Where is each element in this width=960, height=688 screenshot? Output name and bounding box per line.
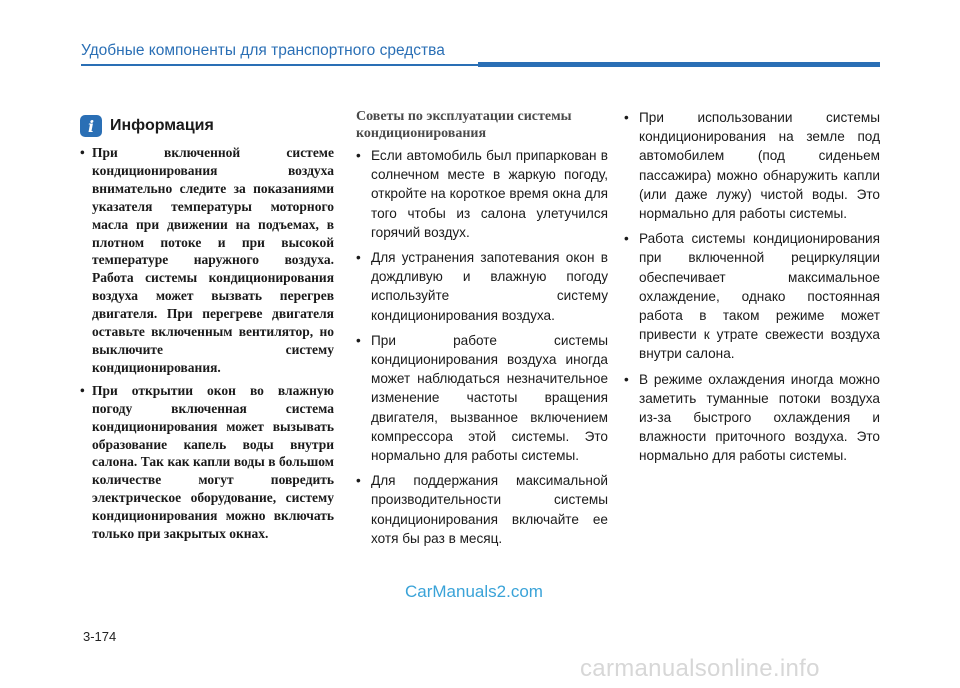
tip-item-text: Для устранения запотевания окон в дождливую и влажную погоду используйте систему кондиционирования воздуха. [371, 250, 608, 323]
bullet-icon [624, 370, 629, 389]
bullet-icon [80, 382, 85, 400]
info-heading [80, 114, 334, 138]
tip-item-text: Если автомобиль был припаркован в солнечном месте в жаркую погоду, откройте на короткое время окна для того чтобы из салона улетучился горячий воздух. [371, 148, 608, 240]
tips-column-continued [624, 108, 880, 472]
tip-item [624, 229, 880, 363]
info-title: Информация [110, 117, 214, 134]
bullet-icon [356, 331, 361, 350]
tip-item [356, 146, 608, 242]
tips-title: Советы по эксплуатации системы кондиционирования [356, 109, 572, 141]
bullet-icon [624, 229, 629, 248]
bullet-icon [624, 108, 629, 127]
tip-item [356, 471, 608, 548]
info-item [80, 144, 334, 377]
info-column [80, 114, 334, 548]
tips-column [356, 109, 608, 560]
header-rule-thin [81, 64, 478, 66]
tip-item-text: Для поддержания максимальной производительности системы кондиционирования включайте ее хотя бы раз в месяц. [371, 473, 608, 546]
header-rule-thick [478, 62, 880, 67]
bullet-icon [356, 248, 361, 267]
info-item-text: При включенной системе кондиционирования воздуха внимательно следите за показаниями указателя температуры моторного масла при движении на подъемах, в плотном потоке и при высокой температуре наружного воздуха. Работа системы кондиционирования воздуха может вызвать перегрев двигателя. При перегреве двигателя оставьте включенным вентилятор, но выключите систему кондиционирования. [92, 145, 334, 375]
watermark-bottom: carmanualsonline.info [580, 655, 820, 682]
info-item-text: При открытии окон во влажную погоду включенная система кондиционирования может вызывать образование капель воды внутри салона. Так как капли воды в большом количестве могут повредить электрическое оборудование, систему кондиционирования можно включать только при закрытых окнах. [92, 382, 334, 542]
tip-item-text: При работе системы кондиционирования воздуха иногда может наблюдаться незначительное изменение частоты вращения двигателя, вызванное включением компрессора этой системы. Это нормально для работы системы. [371, 332, 608, 464]
bullet-icon [356, 146, 361, 165]
tip-item-text: Работа системы кондиционирования при включенной рециркуляции обеспечивает максимальное охлаждение, однако постоянная работа в таком режиме может привести к утрате свежести воздуха внутри салона. [639, 231, 880, 362]
section-header-title: Удобные компоненты для транспортного средства [81, 42, 445, 59]
tip-item [624, 370, 880, 466]
tip-item-text: В режиме охлаждения иногда можно заметить туманные потоки воздуха из-за быстрого охлаждения и влажности приточного воздуха. Это нормально для работы системы. [639, 371, 880, 464]
watermark-top[interactable]: CarManuals2.com [405, 582, 543, 601]
tips-list [356, 146, 608, 548]
bullet-icon [356, 471, 361, 490]
tip-item [356, 248, 608, 325]
bullet-icon [80, 144, 85, 162]
info-icon: i [80, 115, 102, 137]
tip-item-text: При использовании системы кондиционирования на земле под автомобилем (под сиденьем пассажира) можно обнаружить капли (или даже лужу) чистой воды. Это нормально для работы системы. [639, 110, 880, 222]
tip-item [356, 331, 608, 465]
info-list [80, 144, 334, 543]
tip-item [624, 108, 880, 223]
page-number: 3-174 [83, 629, 117, 644]
tips-list-continued [624, 108, 880, 466]
info-item [80, 382, 334, 543]
